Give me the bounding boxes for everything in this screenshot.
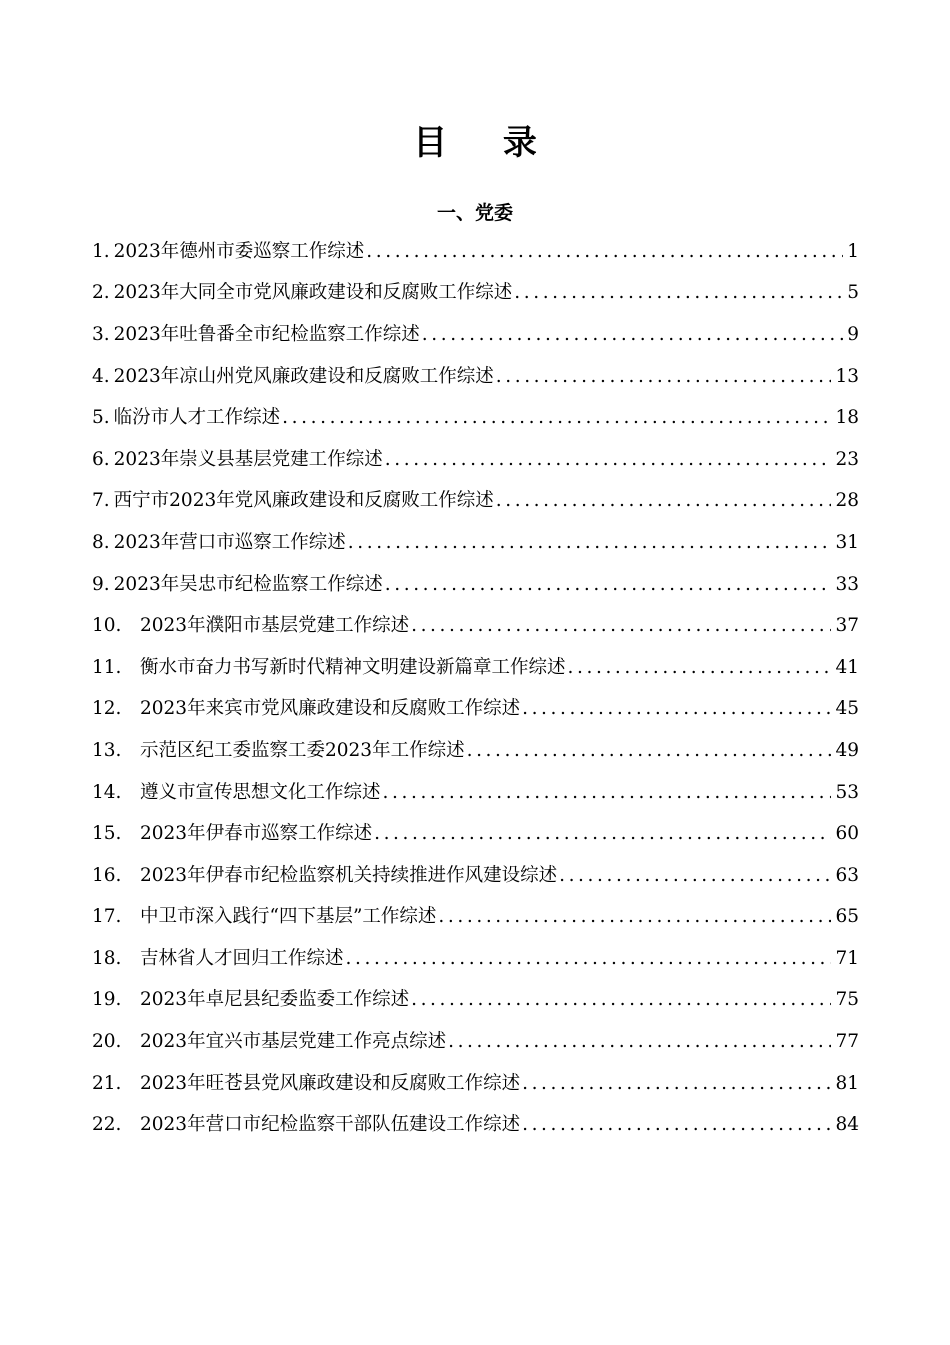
toc-entry-title: 2023年大同全市党风廉政建设和反腐败工作综述 xyxy=(113,282,513,304)
toc-entry[interactable] xyxy=(92,439,859,481)
toc-entry-number: 14. xyxy=(92,781,122,803)
toc-entry-page: 13 xyxy=(835,365,859,387)
toc-entry-number: 1. xyxy=(92,240,110,262)
toc-entry-page: 18 xyxy=(835,407,859,429)
toc-entry-title: 2023年宜兴市基层党建工作亮点综述 xyxy=(140,1031,447,1053)
toc-dot-leader xyxy=(568,655,832,681)
toc-entry[interactable] xyxy=(92,1063,859,1105)
toc-entry-page: 5 xyxy=(847,282,859,304)
toc-entry[interactable] xyxy=(92,605,859,647)
toc-entry-title: 2023年吐鲁番全市纪检监察工作综述 xyxy=(113,323,420,345)
toc-entry[interactable] xyxy=(92,481,859,523)
toc-dot-leader xyxy=(348,530,832,556)
toc-entry-page: 33 xyxy=(835,573,859,595)
toc-entry-page: 45 xyxy=(835,698,859,720)
toc-entry[interactable] xyxy=(92,855,859,897)
page-title: 目 录 xyxy=(413,123,559,163)
toc-entry-number: 3. xyxy=(92,323,110,345)
toc-dot-leader xyxy=(559,863,831,889)
toc-entry-number: 17. xyxy=(92,906,122,928)
toc-entry-title: 2023年营口市巡察工作综述 xyxy=(113,531,346,553)
toc-dot-leader xyxy=(496,364,832,390)
toc-dot-leader xyxy=(522,696,831,722)
toc-dot-leader xyxy=(467,738,832,764)
toc-entry-title: 2023年濮阳市基层党建工作综述 xyxy=(140,615,410,637)
toc-dot-leader xyxy=(522,1071,831,1097)
toc-entry[interactable] xyxy=(92,1104,859,1146)
toc-entry[interactable] xyxy=(92,938,859,980)
toc-entry[interactable] xyxy=(92,564,859,606)
toc-entry-number: 2. xyxy=(92,282,110,304)
toc-entry-number: 6. xyxy=(92,448,110,470)
toc-entry-title: 2023年旺苍县党风廉政建设和反腐败工作综述 xyxy=(140,1072,521,1094)
toc-dot-leader xyxy=(522,1112,831,1138)
toc-entry-title: 吉林省人才回归工作综述 xyxy=(140,947,344,969)
toc-dot-leader xyxy=(514,280,843,306)
toc-entry-number: 22. xyxy=(92,1114,122,1136)
toc-entry-page: 60 xyxy=(835,823,859,845)
toc-entry-page: 49 xyxy=(835,739,859,761)
toc-entry-title: 中卫市深入践行“四下基层”工作综述 xyxy=(140,906,437,928)
toc-entry-title: 2023年吴忠市纪检监察工作综述 xyxy=(113,573,383,595)
toc-entry[interactable] xyxy=(92,397,859,439)
toc-entry[interactable] xyxy=(92,522,859,564)
toc-dot-leader xyxy=(385,572,832,598)
toc-dot-leader xyxy=(282,405,831,431)
toc-entry-page: 1 xyxy=(847,240,859,262)
toc-entry-number: 9. xyxy=(92,573,110,595)
toc-entry-number: 18. xyxy=(92,947,122,969)
toc-entry-title: 2023年营口市纪检监察干部队伍建设工作综述 xyxy=(140,1114,521,1136)
toc-dot-leader xyxy=(411,987,831,1013)
toc-entry-page: 53 xyxy=(835,781,859,803)
toc-entry[interactable] xyxy=(92,730,859,772)
toc-entry[interactable] xyxy=(92,647,859,689)
toc-dot-leader xyxy=(438,904,831,930)
toc-entry-number: 13. xyxy=(92,739,122,761)
toc-entry[interactable] xyxy=(92,980,859,1022)
toc-entry-page: 9 xyxy=(847,323,859,345)
toc-entry[interactable] xyxy=(92,1021,859,1063)
toc-entry-number: 5. xyxy=(92,407,110,429)
toc-entry-number: 4. xyxy=(92,365,110,387)
toc-entry-page: 23 xyxy=(835,448,859,470)
toc-entry[interactable] xyxy=(92,897,859,939)
toc-entry-page: 65 xyxy=(835,906,859,928)
toc-dot-leader xyxy=(346,946,832,972)
toc-entry[interactable] xyxy=(92,231,859,273)
toc-entry-page: 77 xyxy=(835,1031,859,1053)
toc-entry-title: 2023年伊春市巡察工作综述 xyxy=(140,823,373,845)
toc-entry[interactable] xyxy=(92,314,859,356)
toc-entry-title: 示范区纪工委监察工委2023年工作综述 xyxy=(140,739,465,761)
toc-dot-leader xyxy=(366,239,843,265)
toc-entry-page: 63 xyxy=(835,864,859,886)
toc-dot-leader xyxy=(448,1029,831,1055)
toc-entry[interactable] xyxy=(92,356,859,398)
toc-entry-number: 10. xyxy=(92,615,122,637)
toc-entry-title: 临汾市人才工作综述 xyxy=(113,407,281,429)
toc-entry-page: 41 xyxy=(835,656,859,678)
toc-entry-page: 31 xyxy=(835,531,859,553)
toc-dot-leader xyxy=(374,821,831,847)
toc-entry-number: 20. xyxy=(92,1031,122,1053)
toc-entry-page: 75 xyxy=(835,989,859,1011)
toc-entry-page: 84 xyxy=(835,1114,859,1136)
toc-entry-number: 12. xyxy=(92,698,122,720)
toc-entry-page: 37 xyxy=(835,615,859,637)
toc-dot-leader xyxy=(496,488,832,514)
toc-entry[interactable] xyxy=(92,689,859,731)
toc-entry[interactable] xyxy=(92,273,859,315)
toc-entry-title: 2023年卓尼县纪委监委工作综述 xyxy=(140,989,410,1011)
toc-dot-leader xyxy=(422,322,843,348)
toc-entry-number: 15. xyxy=(92,823,122,845)
toc-entry[interactable] xyxy=(92,772,859,814)
toc-entry-title: 衡水市奋力书写新时代精神文明建设新篇章工作综述 xyxy=(140,656,566,678)
toc-entry-number: 11. xyxy=(92,656,122,678)
toc-dot-leader xyxy=(385,447,832,473)
toc-entry-page: 81 xyxy=(835,1072,859,1094)
toc-entry-number: 16. xyxy=(92,864,122,886)
toc-list xyxy=(92,231,859,1146)
toc-entry-number: 21. xyxy=(92,1072,122,1094)
toc-entry-title: 2023年德州市委巡察工作综述 xyxy=(113,240,365,262)
toc-entry-title: 2023年伊春市纪检监察机关持续推进作风建设综述 xyxy=(140,864,558,886)
toc-entry[interactable] xyxy=(92,813,859,855)
toc-dot-leader xyxy=(411,613,831,639)
toc-entry-title: 2023年崇义县基层党建工作综述 xyxy=(113,448,383,470)
toc-entry-number: 7. xyxy=(92,490,110,512)
toc-entry-title: 2023年来宾市党风廉政建设和反腐败工作综述 xyxy=(140,698,521,720)
toc-entry-page: 71 xyxy=(835,947,859,969)
toc-entry-title: 遵义市宣传思想文化工作综述 xyxy=(140,781,381,803)
toc-entry-title: 2023年凉山州党风廉政建设和反腐败工作综述 xyxy=(113,365,494,387)
section-heading: 一、党委 xyxy=(436,202,513,224)
toc-dot-leader xyxy=(383,780,832,806)
toc-entry-number: 8. xyxy=(92,531,110,553)
toc-entry-title: 西宁市2023年党风廉政建设和反腐败工作综述 xyxy=(113,490,494,512)
toc-entry-number: 19. xyxy=(92,989,122,1011)
toc-entry-page: 28 xyxy=(835,490,859,512)
